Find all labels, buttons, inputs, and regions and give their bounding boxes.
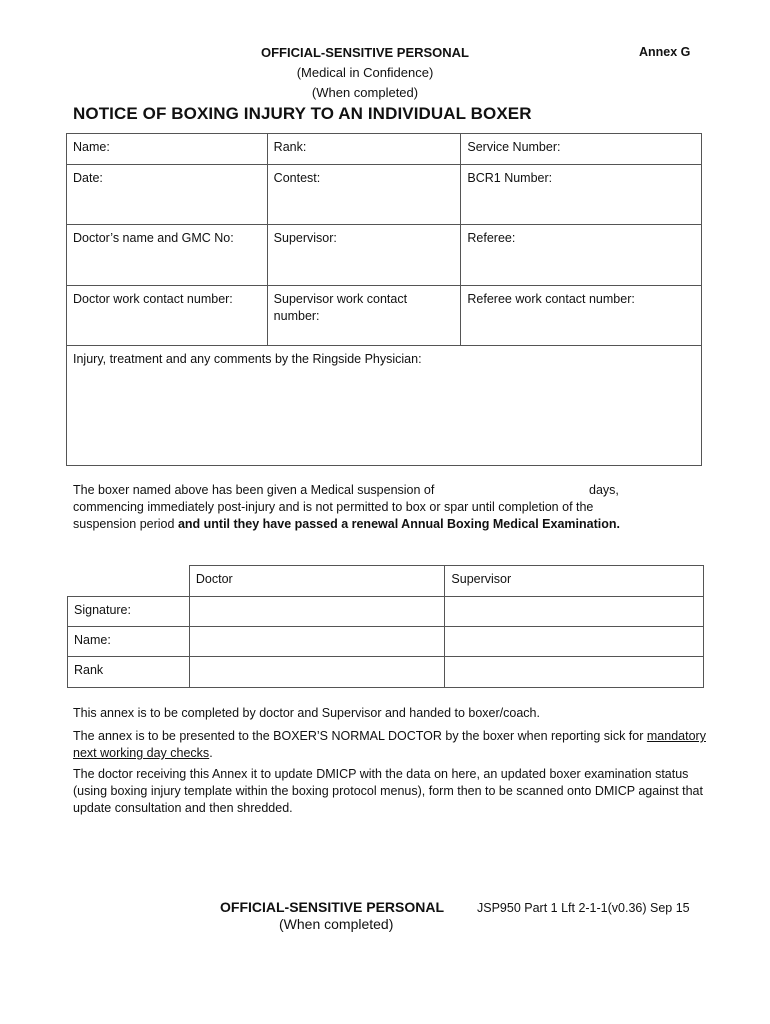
boxer-details-table [66,133,702,466]
medical-confidence-note: (Medical in Confidence) [296,65,434,80]
table-row [67,286,702,346]
rank-row-label: Rank [68,657,190,688]
supervisor-name-field[interactable] [445,627,704,657]
table-row [67,165,702,225]
document-reference: JSP950 Part 1 Lft 2-1-1(v0.36) Sep 15 [477,901,690,915]
table-row [68,597,704,627]
doctor-contact-label: Doctor work contact number: [73,292,233,306]
doctor-column-header: Doctor [189,566,445,597]
service-number-label: Service Number: [467,140,561,154]
table-row [67,346,702,466]
referee-contact-field[interactable] [461,286,702,346]
note-completion: This annex is to be completed by doctor and Supervisor and handed to boxer/coach. [73,706,540,720]
footer-when-completed: (When completed) [279,916,394,932]
service-number-field[interactable] [461,134,702,165]
page-title: NOTICE OF BOXING INJURY TO AN INDIVIDUAL BOXER [73,104,532,123]
table-row [68,657,704,688]
doctor-contact-field[interactable] [67,286,268,346]
bcr1-number-label: BCR1 Number: [467,171,553,185]
date-field[interactable] [67,165,268,225]
referee-label: Referee: [467,231,516,245]
note-presentation-text: The annex is to be presented to the BOXER’S NORMAL DOCTOR by the boxer when reporting sick for [73,729,644,743]
suspension-days: days, [589,483,619,497]
contest-field[interactable] [267,165,461,225]
supervisor-contact-label: Supervisor work contact number: [273,292,408,323]
bcr1-number-field[interactable] [461,165,702,225]
table-row [67,225,702,286]
signature-row-label: Signature: [68,597,190,627]
note-presentation [73,728,733,762]
footer-classification: OFFICIAL-SENSITIVE PERSONAL [220,899,445,915]
doctor-name-gmc-field[interactable] [67,225,268,286]
rank-field[interactable] [267,134,461,165]
referee-contact-label: Referee work contact number: [467,292,635,306]
supervisor-field[interactable] [267,225,461,286]
supervisor-column-header: Supervisor [445,566,704,597]
suspension-text-3: suspension period [73,517,175,531]
name-row-label: Name: [68,627,190,657]
supervisor-contact-field[interactable] [267,286,461,346]
name-label: Name: [73,140,110,154]
comments-field[interactable] [67,346,702,466]
table-row [67,134,702,165]
table-row [68,566,704,597]
contest-label: Contest: [273,171,321,185]
supervisor-label: Supervisor: [273,231,337,245]
signature-table [67,565,704,688]
note-dmicp-update: The doctor receiving this Annex it to update DMICP with the data on here, an updated boxer examination status (using boxing injury template within the boxing protocol menus), form then to be scanned onto DMICP against that update consultation and then shredded. [73,767,703,815]
supervisor-rank-field[interactable] [445,657,704,688]
doctor-signature-field[interactable] [189,597,445,627]
classification-header: OFFICIAL-SENSITIVE PERSONAL [260,45,469,60]
suspension-bold-text: and until they have passed a renewal Annual Boxing Medical Examination. [177,517,620,531]
mandatory-checks-text: mandatory next working day checks [73,729,706,760]
comments-label: Injury, treatment and any comments by the Ringside Physician: [73,352,422,366]
doctor-rank-field[interactable] [189,657,445,688]
when-completed-note: (When completed) [311,85,419,100]
name-field[interactable] [67,134,268,165]
table-row [68,627,704,657]
blank-corner-cell [68,566,190,597]
suspension-text-2: commencing immediately post-injury and is not permitted to box or spar until completion of the [73,500,594,514]
date-label: Date: [73,171,103,185]
annex-label: Annex G [639,45,691,59]
suspension-line-3 [73,516,620,533]
rank-label: Rank: [273,140,307,154]
supervisor-signature-field[interactable] [445,597,704,627]
note-presentation-period: . [209,746,213,760]
referee-field[interactable] [461,225,702,286]
suspension-text-1: The boxer named above has been given a Medical suspension of [73,483,435,497]
suspension-line-1 [73,482,434,499]
doctor-name-field[interactable] [189,627,445,657]
doctor-name-gmc-label: Doctor’s name and GMC No: [73,231,234,245]
